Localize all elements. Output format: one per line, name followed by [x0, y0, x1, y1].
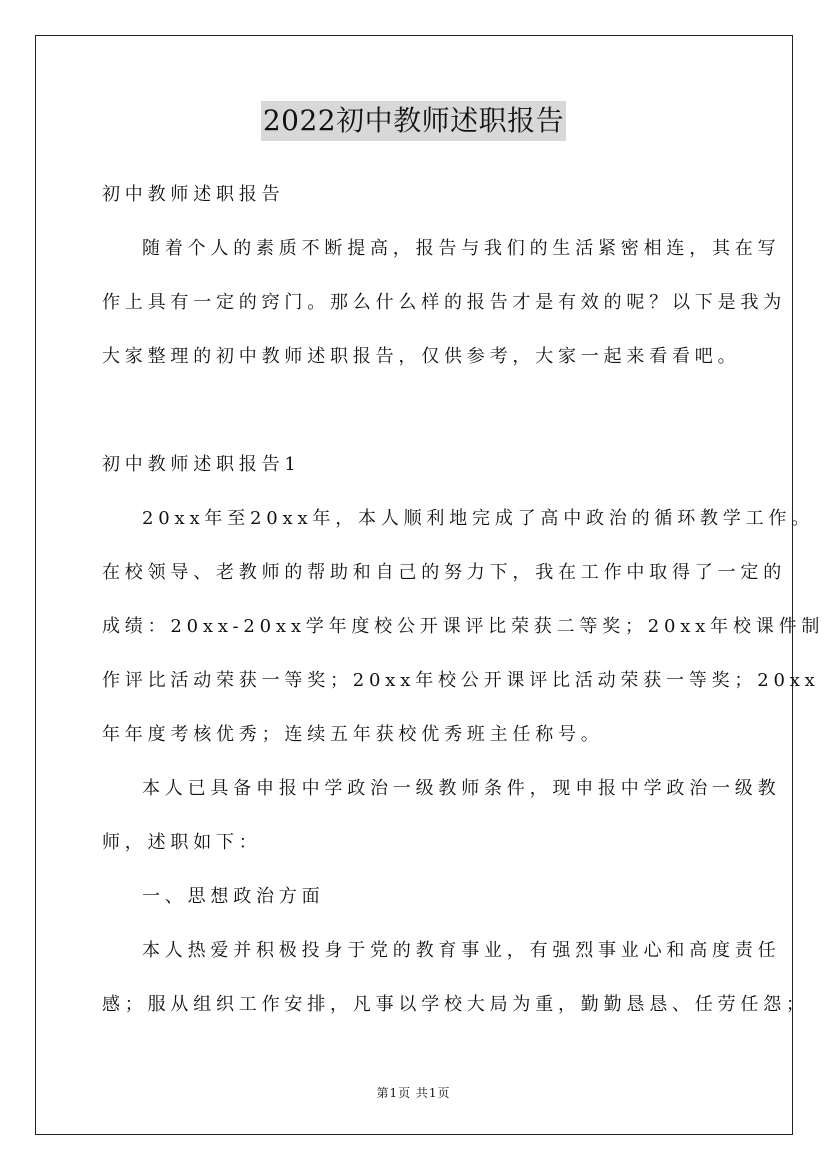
document-title: 2022初中教师述职报告: [261, 101, 566, 141]
title-container: [0, 101, 827, 141]
paragraph-line: 感；服从组织工作安排，凡事以学校大局为重，勤勤恳恳、任劳任怨；: [102, 994, 809, 1015]
subheading: 一、思想政治方面: [142, 886, 325, 907]
paragraph-line: 在校领导、老教师的帮助和自己的努力下，我在工作中取得了一定的: [102, 562, 786, 583]
intro-line: 大家整理的初中教师述职报告，仅供参考，大家一起来看看吧。: [102, 346, 741, 367]
page-footer: 第1页 共1页: [376, 1086, 451, 1100]
paragraph-line: 本人热爱并积极投身于党的教育事业，有强烈事业心和高度责任: [142, 940, 781, 961]
paragraph-line: 成绩：20xx-20xx学年度校公开课评比荣获二等奖；20xx年校课件制: [102, 616, 825, 637]
paragraph-line: 本人已具备申报中学政治一级教师条件，现申报中学政治一级教: [142, 778, 781, 799]
paragraph-line: 20xx年至20xx年，本人顺利地完成了高中政治的循环教学工作。: [142, 508, 815, 529]
paragraph-line: 年年度考核优秀；连续五年获校优秀班主任称号。: [102, 724, 604, 745]
intro-line: 作上具有一定的窍门。那么什么样的报告才是有效的呢？以下是我为: [102, 292, 786, 313]
intro-line: 随着个人的素质不断提高，报告与我们的生活紧密相连，其在写: [142, 238, 781, 259]
paragraph-line: 师，述职如下：: [102, 832, 262, 853]
section-heading: 初中教师述职报告1: [102, 454, 301, 475]
paragraph-line: 作评比活动荣获一等奖；20xx年校公开课评比活动荣获一等奖；20xx: [102, 670, 820, 691]
subtitle: 初中教师述职报告: [102, 184, 285, 205]
